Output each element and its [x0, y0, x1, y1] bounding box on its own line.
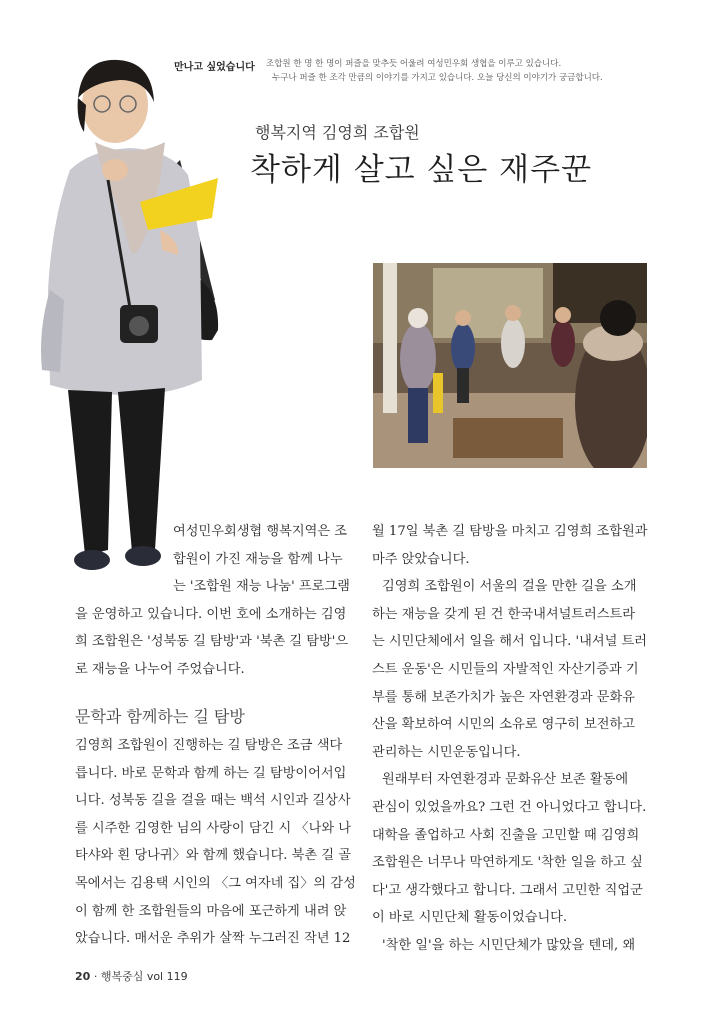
footer-separator: · [93, 970, 98, 983]
text-line: 을 운영하고 있습니다. 이번 호에 소개하는 김영 [75, 606, 347, 622]
text-line: 관리하는 시민운동입니다. [372, 744, 521, 760]
text-line: 다'고 생각했다고 합니다. 그래서 고민한 직업군 [372, 882, 643, 898]
intro-line: 누구나 퍼즐 한 조각 만큼의 이야기를 가지고 있습니다. 오늘 당신의 이야기가 궁금합니다. [272, 73, 603, 83]
text-line: 부를 통해 보존가치가 높은 자연환경과 문화유 [372, 689, 636, 705]
section-intro [266, 57, 686, 85]
text-line: 니다. 성북동 길을 걸을 때는 백석 시인과 길상사 [75, 793, 351, 809]
text-line: 관심이 있었을까요? 그런 건 아니었다고 합니다. [372, 799, 647, 815]
text-line: 조합원은 너무나 막연하게도 '착한 일을 하고 싶 [372, 855, 643, 871]
left-column-intro [75, 518, 350, 684]
text-line: 김영희 조합원이 진행하는 길 탐방은 조금 색다 [75, 738, 343, 753]
text-line: 합원이 가진 재능을 함께 나누 [173, 551, 343, 567]
text-line: 이 함께 한 조합원들의 마음에 포근하게 내려 앉 [75, 903, 347, 919]
text-line: 김영희 조합원이 서울의 걸을 만한 길을 소개 [382, 579, 637, 595]
text-line: 이 바로 시민단체 활동이었습니다. [372, 910, 568, 926]
text-line: 대학을 졸업하고 사회 진출을 고민할 때 김영희 [372, 827, 640, 843]
text-line: 여성민우회생협 행복지역은 조 [173, 524, 347, 539]
text-line: 를 시주한 김영한 님의 사랑이 담긴 시 〈나와 나 [75, 820, 352, 836]
text-line: 하는 재능을 갖게 된 건 한국내셔널트러스트라 [372, 606, 636, 622]
page-number: 20 [75, 970, 91, 983]
text-line: 타샤와 흰 당나귀〉와 함께 했습니다. 북촌 길 골 [75, 848, 352, 864]
text-line: '착한 일'을 하는 시민단체가 많았을 텐데, 왜 [382, 937, 636, 953]
text-line: 목에서는 김용택 시인의 〈그 여자네 집〉의 감성 [75, 875, 356, 891]
text-line: 았습니다. 매서운 추위가 살짝 누그러진 작년 12 [75, 931, 351, 947]
text-line: 는 시민단체에서 일을 해서 입니다. '내셔널 트러 [372, 634, 648, 650]
group-tour-photo [373, 263, 647, 468]
text-line: 로 재능을 나누어 주었습니다. [75, 661, 245, 677]
text-line: 산을 확보하여 시민의 소유로 영구히 보전하고 [372, 717, 636, 733]
left-column-body [75, 732, 360, 953]
portrait-photo [30, 50, 225, 590]
magazine-name: 행복중심 vol 119 [100, 970, 188, 983]
text-line: 원래부터 자연환경과 문화유산 보존 활동에 [382, 772, 629, 788]
text-line: 는 '조합원 재능 나눔' 프로그램 [173, 579, 350, 595]
intro-line: 조합원 한 명 한 명이 퍼즐을 맞추듯 어울려 여성민우회 생협을 이루고 있습니다. [266, 59, 562, 69]
text-line: 릅니다. 바로 문학과 함께 하는 길 탐방이어서입 [75, 765, 347, 781]
section-heading: 문학과 함께하는 길 탐방 [75, 707, 245, 726]
page-footer [75, 968, 188, 984]
text-line: 스트 운동'은 시민들의 자발적인 자산기증과 기 [372, 661, 639, 677]
section-tag: 만나고 싶었습니다 [174, 62, 255, 73]
text-line: 월 17일 북촌 길 탐방을 마치고 김영희 조합원과 [372, 524, 648, 539]
article-title: 착하게 살고 싶은 재주꾼 [250, 152, 593, 188]
text-line: 마주 앉았습니다. [372, 551, 470, 567]
article-subtitle: 행복지역 김영희 조합원 [255, 123, 420, 142]
text-line: 희 조합원은 '성북동 길 탐방'과 '북촌 길 탐방'으 [75, 634, 349, 650]
right-column-body [372, 518, 662, 960]
